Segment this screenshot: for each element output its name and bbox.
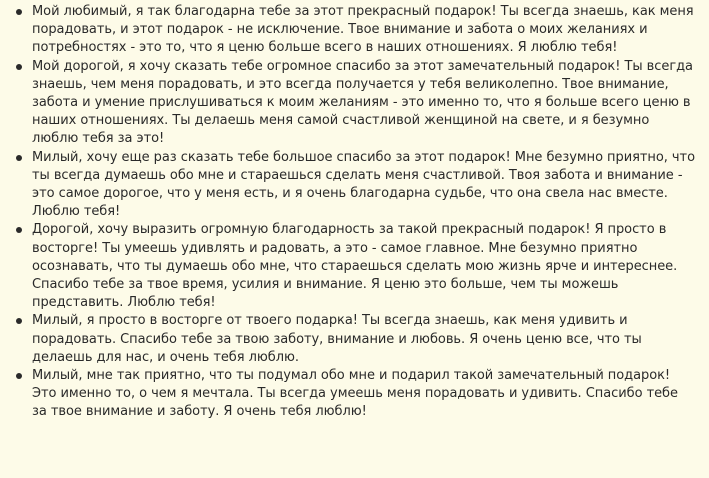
bullet-icon bbox=[16, 155, 22, 161]
message-text: Милый, я просто в восторге от твоего подарка! Ты всегда знаешь, как меня удивить и порадовать. Спасибо тебе за твою заботу, внимание и любовь. Я очень ценю все, что ты делаешь для нас, и очень тебя люблю. bbox=[32, 313, 642, 365]
bullet-icon bbox=[16, 9, 22, 15]
list-item bbox=[16, 221, 695, 312]
bullet-icon bbox=[16, 64, 22, 70]
list-item bbox=[16, 312, 695, 367]
message-text: Милый, хочу еще раз сказать тебе большое спасибо за этот подарок! Мне безумно приятно, что ты всегда думаешь обо мне и стараешься сделать меня счастливой. Твоя забота и внимание - это самое дорогое, что у меня есть, и я очень благодарна судьбе, что она свела нас вместе. Люблю тебя! bbox=[32, 149, 695, 220]
message-text: Милый, мне так приятно, что ты подумал обо мне и подарил такой замечательный подарок! Это именно то, о чем я мечтала. Ты всегда умеешь меня порадовать и удивить. Спасибо тебе за твое внимание и заботу. Я очень тебя люблю! bbox=[32, 368, 678, 420]
message-text: Дорогой, хочу выразить огромную благодарность за такой прекрасный подарок! Я просто в восторге! Ты умеешь удивлять и радовать, а это - самое главное. Мне безумно приятно осознавать, что ты думаешь обо мне, что стараешься сделать мою жизнь ярче и интереснее. Спасибо тебе за твое время, усилия и внимание. Я ценю это больше, чем ты можешь представить. Люблю тебя! bbox=[32, 222, 678, 311]
bullet-icon bbox=[16, 227, 22, 233]
bullet-icon bbox=[16, 318, 22, 324]
message-text: Мой любимый, я так благодарна тебе за этот прекрасный подарок! Ты всегда знаешь, как меня порадовать, и этот подарок - не исключение. Твое внимание и забота о моих желаниях и потребностях - это то, что я ценю больше всего в наших отношениях. Я люблю тебя! bbox=[32, 4, 694, 56]
list-item bbox=[16, 3, 695, 58]
message-list bbox=[16, 3, 695, 422]
bullet-icon bbox=[16, 373, 22, 379]
list-item bbox=[16, 58, 695, 149]
message-text: Мой дорогой, я хочу сказать тебе огромное спасибо за этот замечательный подарок! Ты всегда знаешь, чем меня порадовать, и это всегда получается у тебя великолепно. Твое внимание, забота и умение прислушиваться к моим желаниям - это именно то, что я больше всего ценю в наших отношениях. Ты делаешь меня самой счастливой женщиной на свете, и я безумно люблю тебя за это! bbox=[32, 58, 693, 147]
list-item bbox=[16, 149, 695, 222]
list-item bbox=[16, 367, 695, 422]
